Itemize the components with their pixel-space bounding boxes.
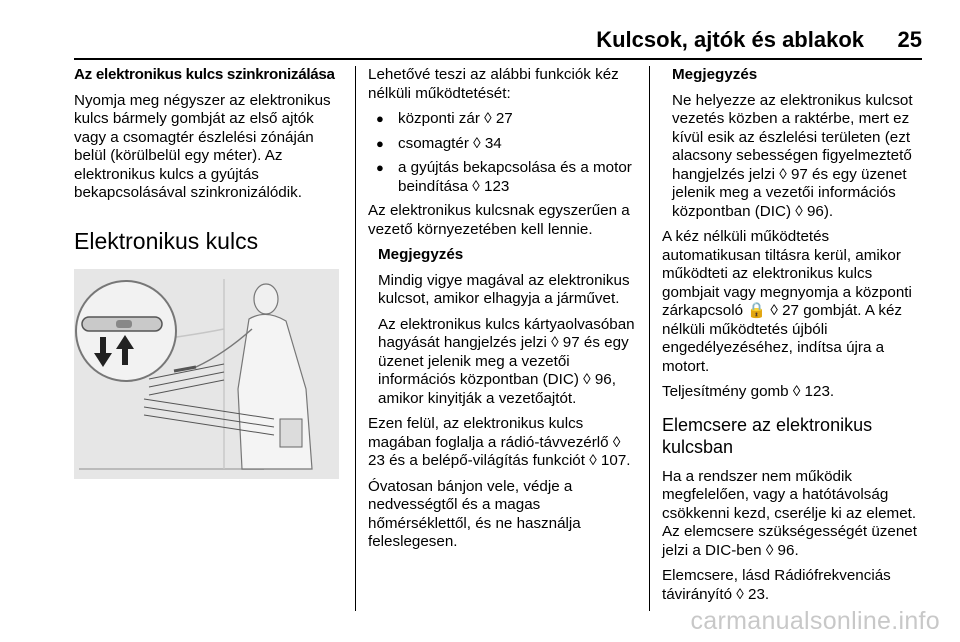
paragraph: Teljesítmény gomb ◊ 123.: [662, 383, 835, 400]
column-divider-1: [355, 66, 356, 611]
main-heading: Elektronikus kulcs: [74, 227, 259, 254]
note-block: [662, 66, 928, 221]
section-heading: Az elektronikus kulcs szinkronizálása: [74, 66, 335, 83]
paragraph: Ezen felül, az elektronikus kulcs magában foglalja a rádió-távvezérlő ◊ 23 és a belépő-világítás funkciót ◊ 107.: [368, 415, 631, 469]
paragraph: A kéz nélküli működtetés automatikusan tiltásra kerül, amikor működteti az elektronikus kulcs gombjait vagy megnyomja a központi zárkapcsoló 🔒 ◊ 27 gombját. A kéz nélküli működtetés újbóli engedélyezéséhez, indítsa újra a motort.: [662, 228, 912, 375]
note-heading: Megjegyzés: [378, 246, 464, 263]
list-item: ● a gyújtás bekapcsolása és a motor beindítása ◊ 123: [368, 159, 638, 196]
column-3: [662, 66, 928, 611]
electronic-key-illustration: [74, 269, 339, 479]
column-2: [368, 66, 638, 559]
note-block: [368, 246, 638, 408]
feature-list: [368, 110, 638, 196]
note-text: Az elektronikus kulcs kártyaolvasóban hagyását hangjelzés jelzi ◊ 97 és egy üzenet jelenik meg a vezetői információs központban (DIC) ◊ 96, amikor kinyitják a vezetőajtót.: [378, 315, 635, 407]
paragraph: Óvatosan bánjon vele, védje a nedvességtől és a magas hőmérséklettől, és ne használja feleslegesen.: [368, 477, 581, 550]
column-divider-2: [649, 66, 650, 611]
section-text: Nyomja meg négyszer az elektronikus kulcs bármely gombját az első ajtók vagy a csomagtér észlelési zónáján belül (körülbelül egy méter). Az elektronikus kulcs a gyújtás bekapcsolásával szinkronizálódik.: [74, 91, 331, 201]
list-item: ● központi zár ◊ 27: [368, 110, 638, 129]
note-heading: Megjegyzés: [672, 66, 758, 83]
watermark: carmanualsonline.info: [690, 607, 940, 635]
page-number: 25: [897, 27, 922, 52]
header-rule: [74, 58, 922, 60]
paragraph: Az elektronikus kulcsnak egyszerűen a vezető környezetében kell lennie.: [368, 202, 630, 238]
paragraph: Elemcsere, lásd Rádiófrekvenciás távirányító ◊ 23.: [662, 567, 891, 603]
note-text: Ne helyezze az elektronikus kulcsot vezetés közben a raktérbe, mert ez kívül esik az észlelési területen (ezt alacsony sebességen figyelmeztető hangjelzés jelzi ◊ 97 és egy üzenet jelenik meg a vezetői információs központban (DIC) ◊ 96).: [672, 91, 913, 220]
note-text: Mindig vigye magával az elektronikus kulcsot, amikor elhagyja a járművet.: [378, 271, 630, 307]
list-item: ● csomagtér ◊ 34: [368, 135, 638, 154]
paragraph: Ha a rendszer nem működik megfelelően, vagy a hatótávolság csökkenni kezd, cserélje ki az elemet. Az elemcsere szükségességét üzenet jelzi a DIC-ben ◊ 96.: [662, 467, 917, 559]
battery-heading: Elemcsere az elektronikus kulcsban: [662, 414, 873, 457]
column-1: [74, 66, 344, 479]
intro-text: Lehetővé teszi az alábbi funkciók kéz nélküli működtetését:: [368, 66, 619, 102]
page-header-title: Kulcsok, ajtók és ablakok: [596, 27, 864, 52]
